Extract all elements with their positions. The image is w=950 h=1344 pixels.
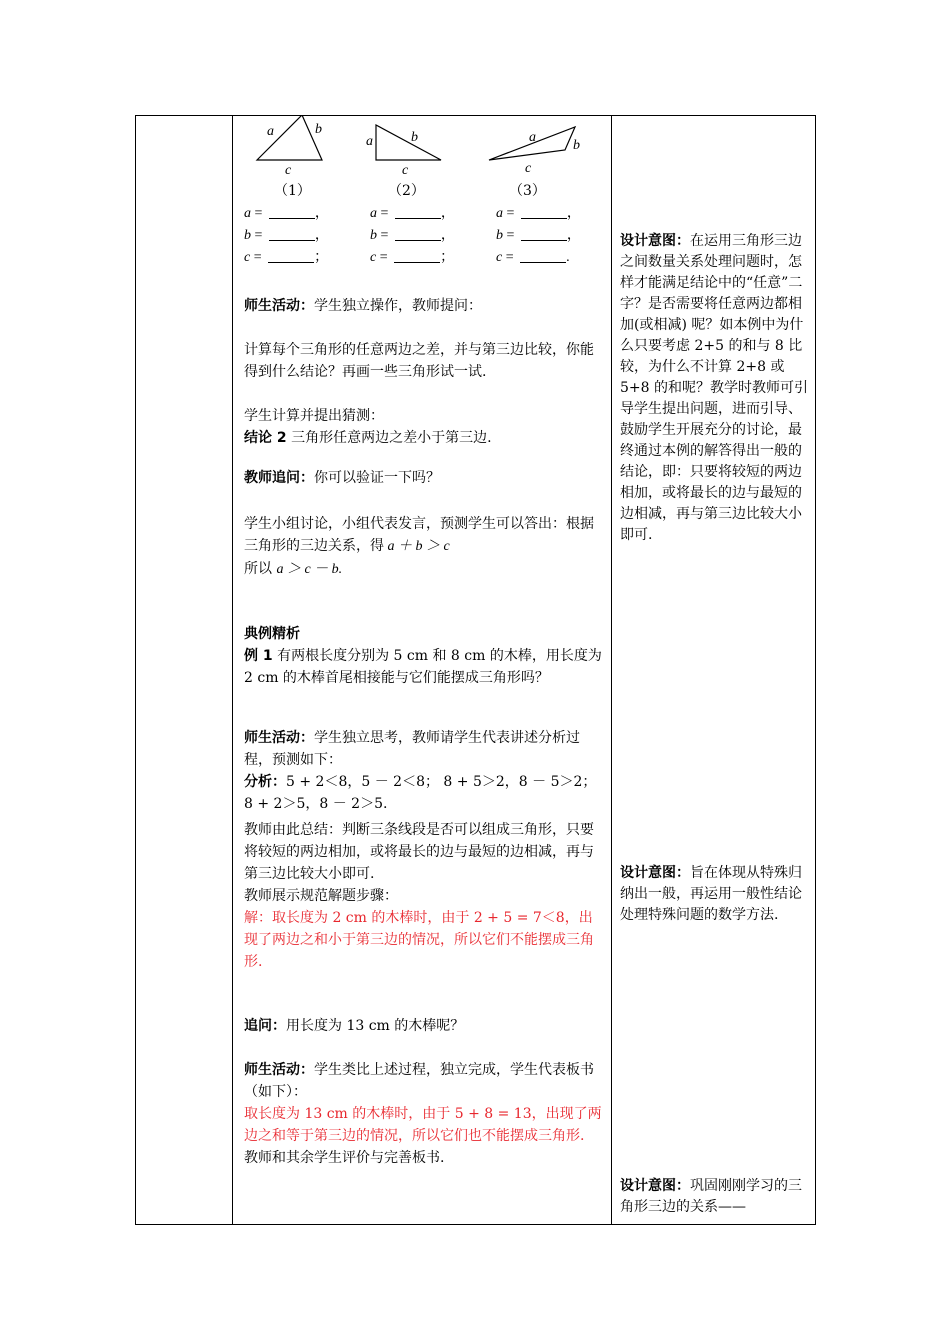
blank-column-3 xyxy=(496,203,616,269)
triangle-3-side-b: b xyxy=(573,138,580,153)
design-intent-note-2 xyxy=(620,863,810,926)
answer-blank[interactable] xyxy=(395,204,441,219)
analysis-paragraph xyxy=(244,727,604,973)
example-heading: 典例精析 xyxy=(244,626,300,642)
difference-expression: a ＞ c － b. xyxy=(276,562,343,577)
triangle-3-side-a: a xyxy=(529,130,536,145)
question-paragraph xyxy=(244,339,604,383)
answer-blank[interactable] xyxy=(521,204,567,219)
conclusion-label: 结论 2 xyxy=(244,430,287,446)
evaluation-text: 教师和其余学生评价与完善板书. xyxy=(244,1150,445,1166)
activity-paragraph xyxy=(244,295,604,317)
triangle-3-side-c: c xyxy=(525,161,532,176)
conjecture-paragraph xyxy=(244,405,604,449)
activity-text: 学生独立思考，教师请学生代表讲述分析过程，预测如下： xyxy=(244,730,580,768)
example-paragraph xyxy=(244,623,604,689)
board-paragraph xyxy=(244,1059,604,1169)
discussion-text: 学生小组讨论，小组代表发言，预测学生可以答出：根据三角形的三边关系，得 xyxy=(244,516,594,554)
followup-2-label: 追问： xyxy=(244,1018,286,1034)
blank-line: a = ， xyxy=(496,206,581,221)
conjecture-intro: 学生计算并提出猜测： xyxy=(244,408,384,424)
design-intent-note-3 xyxy=(620,1176,810,1218)
triangle-2-figure xyxy=(364,115,474,207)
design-intent-label: 设计意图： xyxy=(620,233,690,249)
triangle-1-side-c: c xyxy=(285,163,292,178)
design-intent-text: 巩固刚刚学习的三角形三边的关系—— xyxy=(620,1178,802,1215)
blank-line: b = ， xyxy=(244,228,329,243)
activity-label: 师生活动： xyxy=(244,1062,314,1078)
blank-line: a = ， xyxy=(370,206,455,221)
blank-line: c = ； xyxy=(244,250,329,265)
triangle-1-side-a: a xyxy=(267,124,274,139)
triangle-1-label: （1） xyxy=(274,183,311,199)
analysis-text-2: 8 + 2＞5，8 － 2＞5. xyxy=(244,796,388,812)
conclusion-text: 三角形任意两边之差小于第三边. xyxy=(286,430,492,446)
analysis-label: 分析： xyxy=(244,774,286,790)
design-intent-label: 设计意图： xyxy=(620,865,690,881)
board-solution-text: 取长度为 13 cm 的木棒时，由于 5 + 8 = 13，出现了两边之和等于第三边的情况，所以它们也不能摆成三角形. xyxy=(244,1106,602,1144)
design-intent-column xyxy=(611,115,816,1225)
triangle-3-figure xyxy=(487,115,597,207)
blank-column-2 xyxy=(370,203,490,269)
followup-paragraph xyxy=(244,467,604,489)
solution-intro: 教师展示规范解题步骤： xyxy=(244,888,398,904)
answer-blank[interactable] xyxy=(269,226,315,241)
design-intent-text: 在运用三角形三边之间数量关系处理问题时，怎样才能满足结论中的“任意”二字？是否需要将任意两边都相加(或相减) 呢？如本例中为什么只要考虑 2+5 的和与 8 比较，为什么不计算 2+8 或 5+8 的和呢？教学时教师可引导学生提出问题，进而引导、鼓励学生开展充分的讨论，最终通过本例的解答得出一般的结论，即：只要将较短的两边相加，或将最长的边与最短的边相减，再与第三边比较大小即可. xyxy=(620,233,808,543)
triangle-2-side-b: b xyxy=(411,130,418,145)
example-text: 有两根长度分别为 5 cm 和 8 cm 的木棒，用长度为 2 cm 的木棒首尾相接能与它们能摆成三角形吗？ xyxy=(244,648,602,686)
answer-blank[interactable] xyxy=(520,248,566,263)
blank-line: c = ； xyxy=(370,250,455,265)
discussion-paragraph xyxy=(244,513,604,581)
blank-line: b = ， xyxy=(370,228,455,243)
answer-blank[interactable] xyxy=(268,248,314,263)
followup-label: 教师追问： xyxy=(244,470,314,486)
triangle-3-label: （3） xyxy=(509,183,546,199)
activity-column xyxy=(232,115,610,1225)
question-text: 计算每个三角形的任意两边之差，并与第三边比较，你能得到什么结论？再画一些三角形试一试. xyxy=(244,342,594,380)
triangle-2-side-a: a xyxy=(366,134,373,149)
answer-blank[interactable] xyxy=(395,226,441,241)
blank-line: b = ， xyxy=(496,228,581,243)
blank-line: c = . xyxy=(496,250,570,265)
analysis-text: 5 + 2＜8，5 － 2＜8； 8 + 5＞2，8 － 5＞2； xyxy=(286,774,597,790)
summary-text: 教师由此总结：判断三条线段是否可以组成三角形，只要将较短的两边相加，或将最长的边与最短的边相减，再与第三边比较大小即可. xyxy=(244,822,594,882)
answer-blank[interactable] xyxy=(394,248,440,263)
triangle-1-side-b: b xyxy=(315,122,322,137)
triangle-1-figure xyxy=(252,115,352,207)
followup-2-paragraph xyxy=(244,1015,604,1037)
triangle-2-label: （2） xyxy=(388,183,425,199)
example-label: 例 1 xyxy=(244,648,273,664)
activity-text: 学生独立操作，教师提问： xyxy=(314,298,482,314)
answer-blank[interactable] xyxy=(269,204,315,219)
triangle-2-side-c: c xyxy=(402,163,409,178)
triangle-2-shape xyxy=(376,125,441,160)
followup-2-text: 用长度为 13 cm 的木棒呢？ xyxy=(286,1018,465,1034)
design-intent-note-1 xyxy=(620,231,810,546)
design-intent-text: 旨在体现从特殊归纳出一般，再运用一般性结论处理特殊问题的数学方法. xyxy=(620,865,802,923)
design-intent-label: 设计意图： xyxy=(620,1178,690,1194)
activity-label: 师生活动： xyxy=(244,730,314,746)
activity-text: 学生类比上述过程，独立完成，学生代表板书（如下）： xyxy=(244,1062,594,1100)
activity-label: 师生活动： xyxy=(244,298,314,314)
inequality-expression: a ＋ b ＞ c xyxy=(384,539,450,554)
followup-text: 你可以验证一下吗？ xyxy=(314,470,440,486)
answer-blank[interactable] xyxy=(521,226,567,241)
solution-text: 解：取长度为 2 cm 的木棒时，由于 2 + 5 = 7＜8，出现了两边之和小于第三边的情况，所以它们不能摆成三角形. xyxy=(244,910,594,970)
blank-column-1 xyxy=(244,203,364,269)
triangle-figures xyxy=(232,115,610,205)
therefore-text: 所以 xyxy=(244,561,277,577)
blank-line: a = ， xyxy=(244,206,329,221)
